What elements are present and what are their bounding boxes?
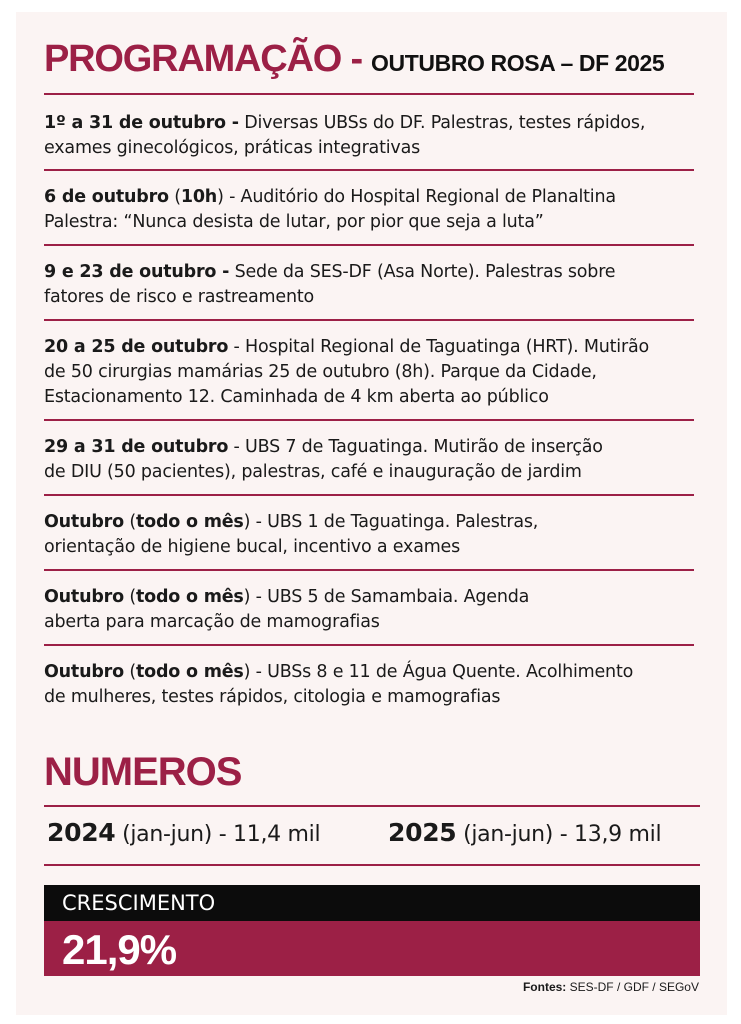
divider (44, 319, 694, 321)
event-time: todo o mês (135, 587, 244, 607)
divider (44, 244, 694, 246)
event-text: Diversas UBSs do DF. Palestras, testes rápidos, (238, 113, 646, 133)
sources-label: Fontes: (522, 980, 567, 994)
event-paren: ( (123, 512, 136, 532)
stat-2024 (47, 818, 320, 847)
event-text: de 50 cirurgias mamárias 25 de outubro (8h). Parque da Cidade, (44, 362, 597, 382)
divider (44, 494, 694, 496)
event-paren: ) (243, 662, 251, 682)
event-text: Sede da SES-DF (Asa Norte). Palestras sobre (229, 262, 616, 282)
event-paren: ( (123, 662, 136, 682)
event-text: exames ginecológicos, práticas integrativas (44, 138, 421, 158)
divider (44, 169, 694, 171)
event-text: - UBS 7 de Taguatinga. Mutirão de inserção (228, 437, 603, 457)
event-time: todo o mês (135, 512, 244, 532)
page-title (44, 38, 664, 81)
event-date: 9 e 23 de outubro - (44, 262, 230, 282)
event-item (44, 435, 694, 485)
divider (44, 569, 694, 571)
divider (44, 864, 700, 866)
event-text: - UBS 1 de Taguatinga. Palestras, (250, 512, 539, 532)
event-item (44, 111, 694, 161)
event-text: - UBSs 8 e 11 de Água Quente. Acolhimento (250, 662, 634, 682)
stat-2025 (388, 818, 661, 847)
growth-value: 21,9% (44, 921, 700, 976)
event-paren: ( (123, 587, 136, 607)
event-text: Palestra: “Nunca desista de lutar, por pior que seja a luta” (44, 212, 544, 232)
event-paren: ) (243, 587, 251, 607)
sources-text: SES-DF / GDF / SEGoV (566, 980, 699, 994)
event-text: Estacionamento 12. Caminhada de 4 km aberta ao público (44, 387, 549, 407)
divider (44, 419, 694, 421)
event-date: 20 a 25 de outubro (44, 337, 229, 357)
event-time: 10h (180, 187, 218, 207)
growth-label: CRESCIMENTO (44, 885, 700, 921)
event-text: aberta para marcação de mamografias (44, 612, 380, 632)
event-text: - Hospital Regional de Taguatinga (HRT). Mutirão (228, 337, 649, 357)
event-text: de mulheres, testes rápidos, citologia e mamografias (44, 687, 501, 707)
event-date: 6 de outubro (44, 187, 169, 207)
title-main: PROGRAMAÇÃO - (44, 38, 362, 80)
event-date: Outubro (44, 512, 124, 532)
stat-value: (jan-jun) - 11,4 mil (115, 822, 321, 847)
divider (44, 93, 694, 95)
event-time: todo o mês (135, 662, 244, 682)
event-paren: ) (217, 187, 224, 207)
event-date: Outubro (44, 662, 124, 682)
stat-value: (jan-jun) - 13,9 mil (456, 822, 662, 847)
event-item (44, 335, 694, 410)
event-text: orientação de higiene bucal, incentivo a exames (44, 537, 461, 557)
event-item (44, 510, 694, 560)
event-text: - UBS 5 de Samambaia. Agenda (250, 587, 530, 607)
event-text: - Auditório do Hospital Regional de Planaltina (223, 187, 616, 207)
stat-year: 2024 (47, 818, 116, 847)
event-date: 1º a 31 de outubro - (44, 113, 239, 133)
event-item (44, 185, 694, 235)
event-paren: ( (168, 187, 181, 207)
title-subtitle: OUTUBRO ROSA – DF 2025 (371, 50, 665, 76)
numeros-heading: NUMEROS (44, 750, 242, 794)
event-text: de DIU (50 pacientes), palestras, café e inauguração de jardim (44, 462, 582, 482)
event-item (44, 585, 694, 635)
event-item (44, 660, 694, 710)
event-date: 29 a 31 de outubro (44, 437, 229, 457)
divider (44, 644, 694, 646)
divider (44, 805, 700, 807)
sources-footer (523, 980, 699, 994)
stat-year: 2025 (388, 818, 457, 847)
event-paren: ) (243, 512, 251, 532)
event-item (44, 260, 694, 310)
event-date: Outubro (44, 587, 124, 607)
event-text: fatores de risco e rastreamento (44, 287, 315, 307)
